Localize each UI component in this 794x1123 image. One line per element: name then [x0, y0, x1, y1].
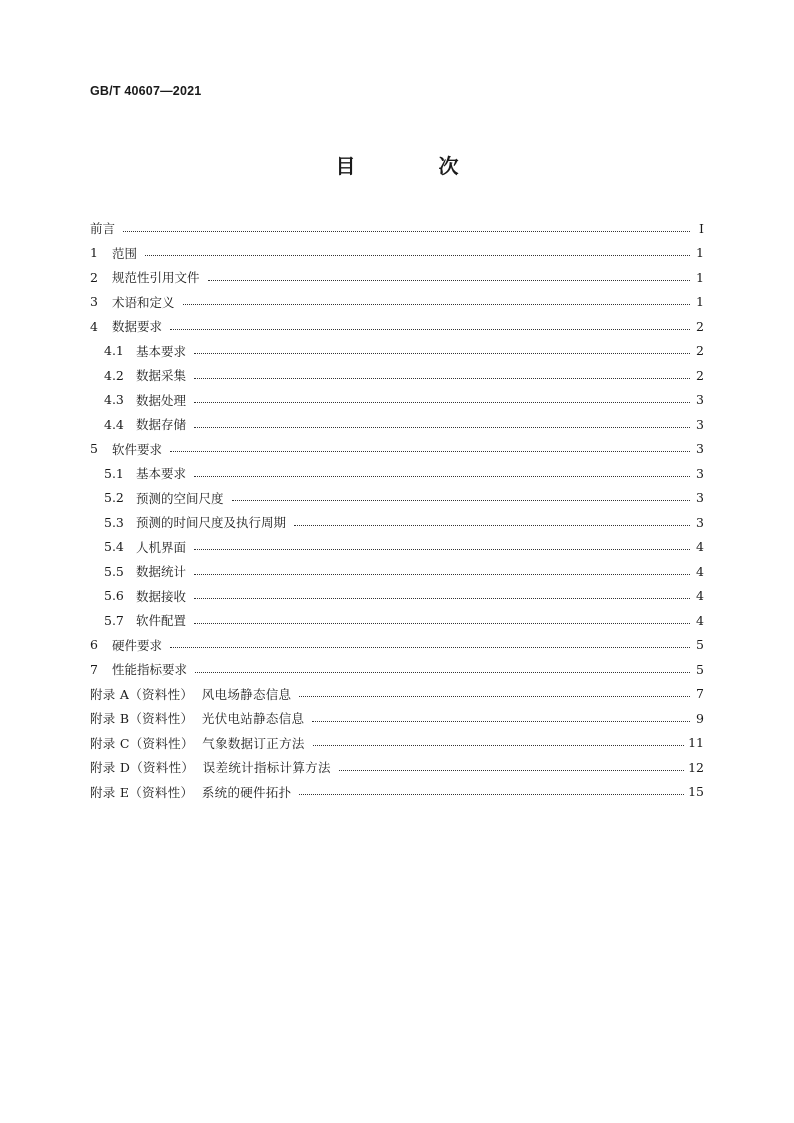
toc-entry-7[interactable] — [90, 657, 704, 682]
toc-entry-4[interactable] — [90, 314, 704, 339]
table-of-contents — [90, 216, 704, 804]
toc-entry-label: 性能指标要求 — [112, 662, 188, 678]
dot-leader — [208, 280, 690, 281]
toc-entry-label: 基本要求 — [136, 343, 187, 359]
dot-leader — [194, 598, 690, 599]
toc-entry-appendix-b[interactable] — [90, 706, 704, 731]
toc-entry-page: 2 — [696, 343, 704, 359]
toc-entry-number: 6 — [90, 637, 98, 653]
toc-entry-label: 软件配置 — [136, 613, 187, 629]
toc-entry-page: 3 — [696, 490, 704, 506]
toc-entry-label: 数据统计 — [136, 564, 187, 580]
toc-entry-page: 7 — [696, 686, 704, 702]
toc-entry-label: 预测的空间尺度 — [136, 490, 224, 506]
toc-entry-appendix-e[interactable] — [90, 780, 704, 805]
toc-entry-page: Ⅰ — [699, 220, 704, 236]
toc-entry-page: 5 — [696, 637, 704, 653]
dot-leader — [170, 451, 690, 452]
toc-entry-page: 11 — [688, 735, 704, 751]
toc-entry-5-5[interactable] — [90, 559, 704, 584]
dot-leader — [145, 255, 690, 256]
toc-entry-number: 4.3 — [104, 392, 124, 408]
toc-entry-number: 7 — [90, 661, 98, 677]
toc-entry-number: 5.3 — [104, 514, 124, 530]
toc-entry-page: 4 — [696, 612, 704, 628]
toc-entry-label: 数据处理 — [136, 392, 187, 408]
toc-entry-number: 4.2 — [104, 367, 124, 383]
toc-entry-number: 4.4 — [104, 416, 124, 432]
toc-entry-page: 1 — [696, 294, 704, 310]
toc-entry-appendix-d[interactable] — [90, 755, 704, 780]
toc-entry-appendix-a[interactable] — [90, 682, 704, 707]
toc-entry-number: 5.1 — [104, 465, 124, 481]
toc-entry-label: 基本要求 — [136, 466, 187, 482]
toc-entry-label: 数据存储 — [136, 417, 187, 433]
toc-entry-number: 3 — [90, 294, 98, 310]
toc-entry-label: 规范性引用文件 — [112, 270, 200, 286]
toc-entry-foreword[interactable] — [90, 216, 704, 241]
toc-entry-label: 数据采集 — [136, 368, 187, 384]
toc-entry-5-3[interactable] — [90, 510, 704, 535]
dot-leader — [299, 794, 684, 795]
page-title: 目 次 — [335, 154, 497, 178]
dot-leader — [194, 402, 690, 403]
toc-entry-5[interactable] — [90, 437, 704, 462]
toc-entry-number: 4.1 — [104, 343, 124, 359]
toc-entry-appendix-c[interactable] — [90, 731, 704, 756]
toc-entry-page: 4 — [696, 588, 704, 604]
dot-leader — [123, 231, 690, 232]
toc-entry-label: 数据要求 — [112, 319, 163, 335]
dot-leader — [194, 353, 690, 354]
toc-entry-5-1[interactable] — [90, 461, 704, 486]
toc-entry-label: 附录 B（资料性） 光伏电站静态信息 — [90, 711, 305, 727]
toc-entry-page: 3 — [696, 514, 704, 530]
dot-leader — [194, 378, 690, 379]
toc-entry-label: 硬件要求 — [112, 637, 163, 653]
toc-entry-5-2[interactable] — [90, 486, 704, 511]
standard-code: GB/T 40607—2021 — [90, 84, 202, 98]
toc-entry-4-3[interactable] — [90, 388, 704, 413]
toc-entry-number: 5.2 — [104, 490, 124, 506]
toc-entry-label: 人机界面 — [136, 539, 187, 555]
dot-leader — [313, 745, 684, 746]
dot-leader — [194, 574, 690, 575]
toc-entry-number: 1 — [90, 245, 98, 261]
toc-entry-number: 5 — [90, 441, 98, 457]
toc-entry-1[interactable] — [90, 241, 704, 266]
toc-entry-page: 12 — [688, 759, 704, 775]
toc-entry-page: 2 — [696, 367, 704, 383]
toc-entry-4-2[interactable] — [90, 363, 704, 388]
toc-entry-label: 附录 E（资料性） 系统的硬件拓扑 — [90, 784, 292, 800]
dot-leader — [232, 500, 690, 501]
toc-entry-label: 前言 — [90, 221, 116, 237]
dot-leader — [170, 329, 690, 330]
toc-entry-3[interactable] — [90, 290, 704, 315]
toc-entry-label: 数据接收 — [136, 588, 187, 604]
dot-leader — [299, 696, 690, 697]
dot-leader — [194, 549, 690, 550]
toc-entry-label: 范围 — [112, 245, 138, 261]
dot-leader — [194, 476, 690, 477]
toc-entry-page: 3 — [696, 465, 704, 481]
toc-entry-label: 附录 D（资料性） 误差统计指标计算方法 — [90, 760, 331, 776]
dot-leader — [194, 427, 690, 428]
toc-entry-6[interactable] — [90, 633, 704, 658]
toc-entry-label: 软件要求 — [112, 441, 163, 457]
toc-entry-page: 9 — [696, 710, 704, 726]
toc-entry-number: 5.4 — [104, 539, 124, 555]
toc-entry-number: 5.7 — [104, 612, 124, 628]
toc-entry-5-7[interactable] — [90, 608, 704, 633]
toc-entry-label: 附录 A（资料性） 风电场静态信息 — [90, 686, 292, 702]
toc-entry-number: 4 — [90, 318, 98, 334]
toc-entry-number: 2 — [90, 269, 98, 285]
dot-leader — [195, 672, 690, 673]
toc-entry-page: 3 — [696, 392, 704, 408]
toc-entry-page: 1 — [696, 269, 704, 285]
toc-entry-page: 4 — [696, 539, 704, 555]
toc-entry-page: 1 — [696, 245, 704, 261]
toc-entry-2[interactable] — [90, 265, 704, 290]
toc-entry-4-4[interactable] — [90, 412, 704, 437]
dot-leader — [170, 647, 690, 648]
toc-entry-page: 3 — [696, 441, 704, 457]
toc-entry-page: 3 — [696, 416, 704, 432]
dot-leader — [194, 623, 690, 624]
toc-entry-5-4[interactable] — [90, 535, 704, 560]
toc-entry-page: 5 — [696, 661, 704, 677]
toc-entry-4-1[interactable] — [90, 339, 704, 364]
dot-leader — [294, 525, 690, 526]
toc-entry-page: 4 — [696, 563, 704, 579]
toc-entry-number: 5.6 — [104, 588, 124, 604]
dot-leader — [312, 721, 690, 722]
toc-entry-number: 5.5 — [104, 563, 124, 579]
toc-entry-page: 2 — [696, 318, 704, 334]
toc-entry-label: 预测的时间尺度及执行周期 — [136, 515, 287, 531]
toc-entry-5-6[interactable] — [90, 584, 704, 609]
toc-entry-page: 15 — [688, 784, 704, 800]
toc-entry-label: 附录 C（资料性） 气象数据订正方法 — [90, 735, 305, 751]
dot-leader — [183, 304, 690, 305]
dot-leader — [339, 770, 684, 771]
toc-entry-label: 术语和定义 — [112, 294, 175, 310]
